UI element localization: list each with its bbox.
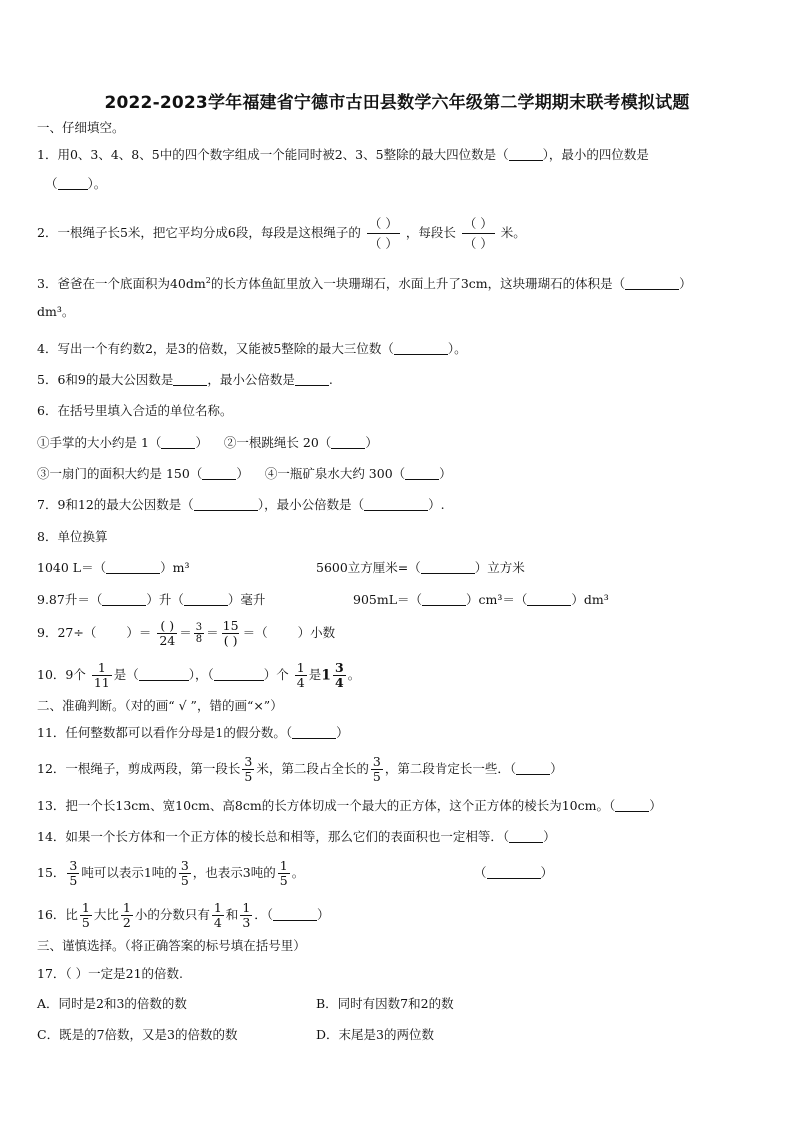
q12-f2-num: 3 xyxy=(372,754,381,769)
q10-f2-den: 4 xyxy=(296,675,305,690)
q2-frac1-den: （ ） xyxy=(367,233,400,253)
q10-mix-num: 3 xyxy=(335,660,344,675)
q1-blank-2[interactable] xyxy=(58,177,88,190)
q12-text-b: 米，第二段占全长的 xyxy=(256,761,369,776)
q7-blank-2[interactable] xyxy=(364,498,428,511)
q10-text-c: ），（ xyxy=(188,667,214,682)
q8-l1c: 5600立方厘米=（ xyxy=(316,560,421,575)
question-4 xyxy=(37,340,467,358)
q10-text-e: 是 xyxy=(308,667,322,682)
q9-fraction-2 xyxy=(194,622,204,645)
q14-text-a: 14．如果一个长方体和一个正方体的棱长总和相等，那么它们的表面积也一定相等．（ xyxy=(37,829,510,844)
question-7 xyxy=(37,496,445,514)
q15-blank[interactable] xyxy=(487,866,541,879)
q13-blank[interactable] xyxy=(615,799,649,812)
q15-text-e: （ xyxy=(474,865,487,880)
q16-text-c: 小的分数只有 xyxy=(134,907,210,922)
q12-f1-den: 5 xyxy=(244,769,253,784)
q15-text-a: 15． xyxy=(37,865,66,880)
section-1-heading: 一、仔细填空。 xyxy=(37,120,125,135)
q2-frac2-den: （ ） xyxy=(462,233,495,253)
q16-f3-num: 1 xyxy=(213,900,222,915)
question-6: 6．在括号里填入合适的单位名称。 xyxy=(37,403,233,418)
q16-fraction-4 xyxy=(240,901,252,930)
q8-blank-5[interactable] xyxy=(422,593,466,606)
q10-mix-den: 4 xyxy=(335,675,344,690)
q12-fraction-2 xyxy=(371,755,383,784)
q4-text-b: ）。 xyxy=(447,341,467,356)
q4-blank[interactable] xyxy=(394,342,448,355)
q15-text-d: 。 xyxy=(291,865,305,880)
q12-blank[interactable] xyxy=(516,762,550,775)
question-3 xyxy=(37,272,692,293)
q6-blank-2[interactable] xyxy=(331,436,365,449)
q9-eq-1: ＝ xyxy=(179,625,192,640)
q15-text-c: ，也表示3吨的 xyxy=(192,865,276,880)
q13-text-a: 13．把一个长13cm、宽10cm、高8cm的长方体切成一个最大的正方体，这个正方体的棱长为10cm。（ xyxy=(37,798,616,813)
question-8-row-1a xyxy=(37,559,189,577)
section-2-heading: 二、准确判断。（对的画“ √ ”，错的画“×”） xyxy=(37,698,283,713)
q6-item-4: ④一瓶矿泉水大约 300（ xyxy=(264,466,406,481)
q8-blank-6[interactable] xyxy=(527,593,571,606)
q9-fraction-1[interactable] xyxy=(157,619,177,648)
question-12 xyxy=(37,752,563,786)
q1-blank-1[interactable] xyxy=(509,148,543,161)
q6-item-3-end: ） xyxy=(236,466,249,481)
q17-option-d[interactable]: D．末尾是3的两位数 xyxy=(316,1027,434,1042)
q15-text-f: ） xyxy=(540,865,554,880)
q8-blank-1[interactable] xyxy=(106,561,160,574)
q15-f2-num: 3 xyxy=(180,858,189,873)
question-8-row-2a xyxy=(37,591,265,609)
q16-fraction-1 xyxy=(80,901,92,930)
q8-l2e: ）cm³＝（ xyxy=(466,592,528,607)
q2-frac2-num: （ ） xyxy=(463,216,493,231)
question-9 xyxy=(37,616,335,650)
q15-fraction-1 xyxy=(67,859,79,888)
q1-text-b: ），最小的四位数是 xyxy=(542,147,649,162)
q2-frac1-num: （ ） xyxy=(368,216,398,231)
q8-l1a: 1040 L＝（ xyxy=(37,560,107,575)
q16-text-f: ） xyxy=(317,907,330,922)
q8-l1d: ）立方米 xyxy=(474,560,525,575)
question-1 xyxy=(37,146,649,164)
q6-blank-3[interactable] xyxy=(202,467,236,480)
q8-l2a: 9.87升＝（ xyxy=(37,592,103,607)
q15-fraction-3 xyxy=(278,859,290,888)
q9-f3-den: ( ) xyxy=(223,633,238,648)
q10-f1-den: 11 xyxy=(93,675,110,690)
q10-text-d: ）个 xyxy=(263,667,289,682)
q16-fraction-2 xyxy=(121,901,133,930)
question-11 xyxy=(37,724,349,742)
q10-fraction-2 xyxy=(295,661,307,690)
question-16 xyxy=(37,897,330,933)
q11-blank[interactable] xyxy=(292,726,336,739)
q8-blank-2[interactable] xyxy=(421,561,475,574)
q9-f1-num: ( ) xyxy=(160,618,175,633)
q2-fraction-1[interactable] xyxy=(367,214,400,253)
q12-fraction-1 xyxy=(242,755,254,784)
q10-mixed-fraction xyxy=(333,661,346,690)
page-title: 2022-2023学年福建省宁德市古田县数学六年级第二学期期末联考模拟试题 xyxy=(104,93,690,113)
question-1-cont xyxy=(45,175,106,193)
q5-blank-1[interactable] xyxy=(173,373,207,386)
q3-sup: 2 xyxy=(205,276,211,285)
q14-text-b: ） xyxy=(543,829,556,844)
q8-blank-3[interactable] xyxy=(102,593,146,606)
question-15-answer xyxy=(474,864,553,882)
q9-text-b: ）＝ xyxy=(126,625,152,640)
question-6-row-2 xyxy=(37,465,452,483)
q16-f3-den: 4 xyxy=(213,915,222,930)
q3-text-b: 的长方体鱼缸里放入一块珊瑚石，水面上升了3cm，这块珊瑚石的体积是（ xyxy=(210,276,626,292)
q12-text-c: ，第二段肯定长一些．（ xyxy=(384,761,517,776)
q16-text-a: 16．比 xyxy=(37,907,78,922)
q17-option-c[interactable]: C．既是的7倍数，又是3的倍数的数 xyxy=(37,1027,238,1042)
q16-blank[interactable] xyxy=(273,908,317,921)
q6-item-3: ③一扇门的面积大约是 150（ xyxy=(37,466,203,481)
q17-option-a[interactable]: A．同时是2和3的倍数的数 xyxy=(37,996,187,1011)
q10-f2-num: 1 xyxy=(296,660,305,675)
q6-item-4-end: ） xyxy=(439,466,452,481)
q3-text-c: ） xyxy=(679,276,692,292)
q1-text-c: （ xyxy=(45,176,58,191)
question-14 xyxy=(37,828,556,846)
question-6-row-1 xyxy=(37,434,378,452)
q11-text-b: ） xyxy=(336,725,349,740)
q2-text-a: 2．一根绳子长5米，把它平均分成6段，每段是这根绳子的 xyxy=(37,225,361,240)
question-13 xyxy=(37,797,662,815)
question-17: 17．（ ）一定是21的倍数. xyxy=(37,966,184,981)
q9-f2-num: 3 xyxy=(195,622,203,633)
q10-mixed-int: 1 xyxy=(321,667,331,684)
q7-text-b: ），最小公倍数是（ xyxy=(257,497,365,512)
q8-l2b: ）升（ xyxy=(146,592,184,607)
q1-text-a: 1．用0、3、4、8、5中的四个数字组成一个能同时被2、3、5整除的最大四位数是（ xyxy=(37,147,509,162)
question-10 xyxy=(37,657,360,694)
q16-text-b: 大比 xyxy=(93,907,119,922)
question-2 xyxy=(37,214,526,253)
q16-f1-num: 1 xyxy=(81,900,90,915)
q2-text-b: ，每段长 xyxy=(405,225,456,240)
q3-text-a: 3．爸爸在一个底面积为40dm xyxy=(37,276,206,292)
q11-text-a: 11．任何整数都可以看作分母是1的假分数。（ xyxy=(37,725,293,740)
q9-text-d: ）小数 xyxy=(297,625,336,640)
question-3-cont: dm³。 xyxy=(37,304,75,319)
q10-blank-1[interactable] xyxy=(139,668,189,681)
q15-f1-num: 3 xyxy=(69,858,78,873)
q5-text-b: ，最小公倍数是 xyxy=(207,372,295,387)
q10-text-f: 。 xyxy=(347,667,361,682)
q16-f2-num: 1 xyxy=(122,900,131,915)
q16-f1-den: 5 xyxy=(81,915,90,930)
question-8-row-1b xyxy=(316,559,525,577)
q9-fraction-3[interactable] xyxy=(221,619,241,648)
q8-l2f: ）dm³ xyxy=(571,592,609,607)
q14-blank[interactable] xyxy=(509,830,543,843)
q16-text-e: ．（ xyxy=(254,907,274,922)
q10-f1-num: 1 xyxy=(97,660,106,675)
q16-f4-num: 1 xyxy=(242,900,251,915)
q4-text-a: 4．写出一个有约数2，是3的倍数，又能被5整除的最大三位数（ xyxy=(37,341,394,356)
q6-blank-1[interactable] xyxy=(161,436,195,449)
q6-blank-4[interactable] xyxy=(405,467,439,480)
q12-text-a: 12．一根绳子，剪成两段，第一段长 xyxy=(37,761,241,776)
q8-l1b: ）m³ xyxy=(160,560,190,575)
q2-fraction-2[interactable] xyxy=(462,214,495,253)
q5-text-a: 5．6和9的最大公因数是 xyxy=(37,372,174,387)
q5-blank-2[interactable] xyxy=(295,373,329,386)
q12-f1-num: 3 xyxy=(244,754,253,769)
q15-fraction-2 xyxy=(179,859,191,888)
q8-blank-4[interactable] xyxy=(184,593,228,606)
question-8-row-2b xyxy=(353,591,609,609)
q10-text-b: 是（ xyxy=(113,667,139,682)
q6-item-2: ②一根跳绳长 20（ xyxy=(223,435,332,450)
q3-blank[interactable] xyxy=(625,277,679,290)
q15-f2-den: 5 xyxy=(180,873,189,888)
q9-f2-den: 8 xyxy=(195,634,203,645)
q15-text-b: 吨可以表示1吨的 xyxy=(81,865,177,880)
q2-text-c: 米。 xyxy=(500,225,526,240)
q13-text-b: ） xyxy=(649,798,662,813)
q9-f3-num: 15 xyxy=(222,618,239,633)
q16-f4-den: 3 xyxy=(242,915,251,930)
q10-fraction-1 xyxy=(92,661,112,690)
q8-l2d: 905mL＝（ xyxy=(353,592,423,607)
q16-text-d: 和 xyxy=(225,907,239,922)
q15-f1-den: 5 xyxy=(69,873,78,888)
q7-text-c: ）. xyxy=(428,497,445,512)
q10-text-a: 10．9个 xyxy=(37,667,86,682)
q8-l2c: ）毫升 xyxy=(227,592,266,607)
q6-item-1-end: ） xyxy=(195,435,208,450)
question-5 xyxy=(37,371,333,389)
q9-f1-den: 24 xyxy=(159,633,176,648)
question-8: 8．单位换算 xyxy=(37,529,108,544)
q7-text-a: 7．9和12的最大公因数是（ xyxy=(37,497,194,512)
q9-text-c: ＝（ xyxy=(242,625,268,640)
section-3-heading: 三、谨慎选择。（将正确答案的标号填在括号里） xyxy=(37,938,306,953)
q16-f2-den: 2 xyxy=(122,915,131,930)
q15-f3-den: 5 xyxy=(279,873,288,888)
q9-eq-2: ＝ xyxy=(206,625,219,640)
q12-text-d: ） xyxy=(550,761,563,776)
q9-text-a: 9．27÷（ xyxy=(37,625,97,640)
q17-option-b[interactable]: B．同时有因数7和2的数 xyxy=(316,996,454,1011)
q12-f2-den: 5 xyxy=(372,769,381,784)
q5-text-c: . xyxy=(328,372,333,387)
q15-f3-num: 1 xyxy=(279,858,288,873)
q7-blank-1[interactable] xyxy=(194,498,258,511)
q1-text-d: ）。 xyxy=(87,176,107,191)
q16-fraction-3 xyxy=(212,901,224,930)
q10-blank-2[interactable] xyxy=(214,668,264,681)
question-15 xyxy=(37,855,304,891)
q6-item-1: ①手掌的大小约是 1（ xyxy=(37,435,162,450)
q6-item-2-end: ） xyxy=(365,435,378,450)
